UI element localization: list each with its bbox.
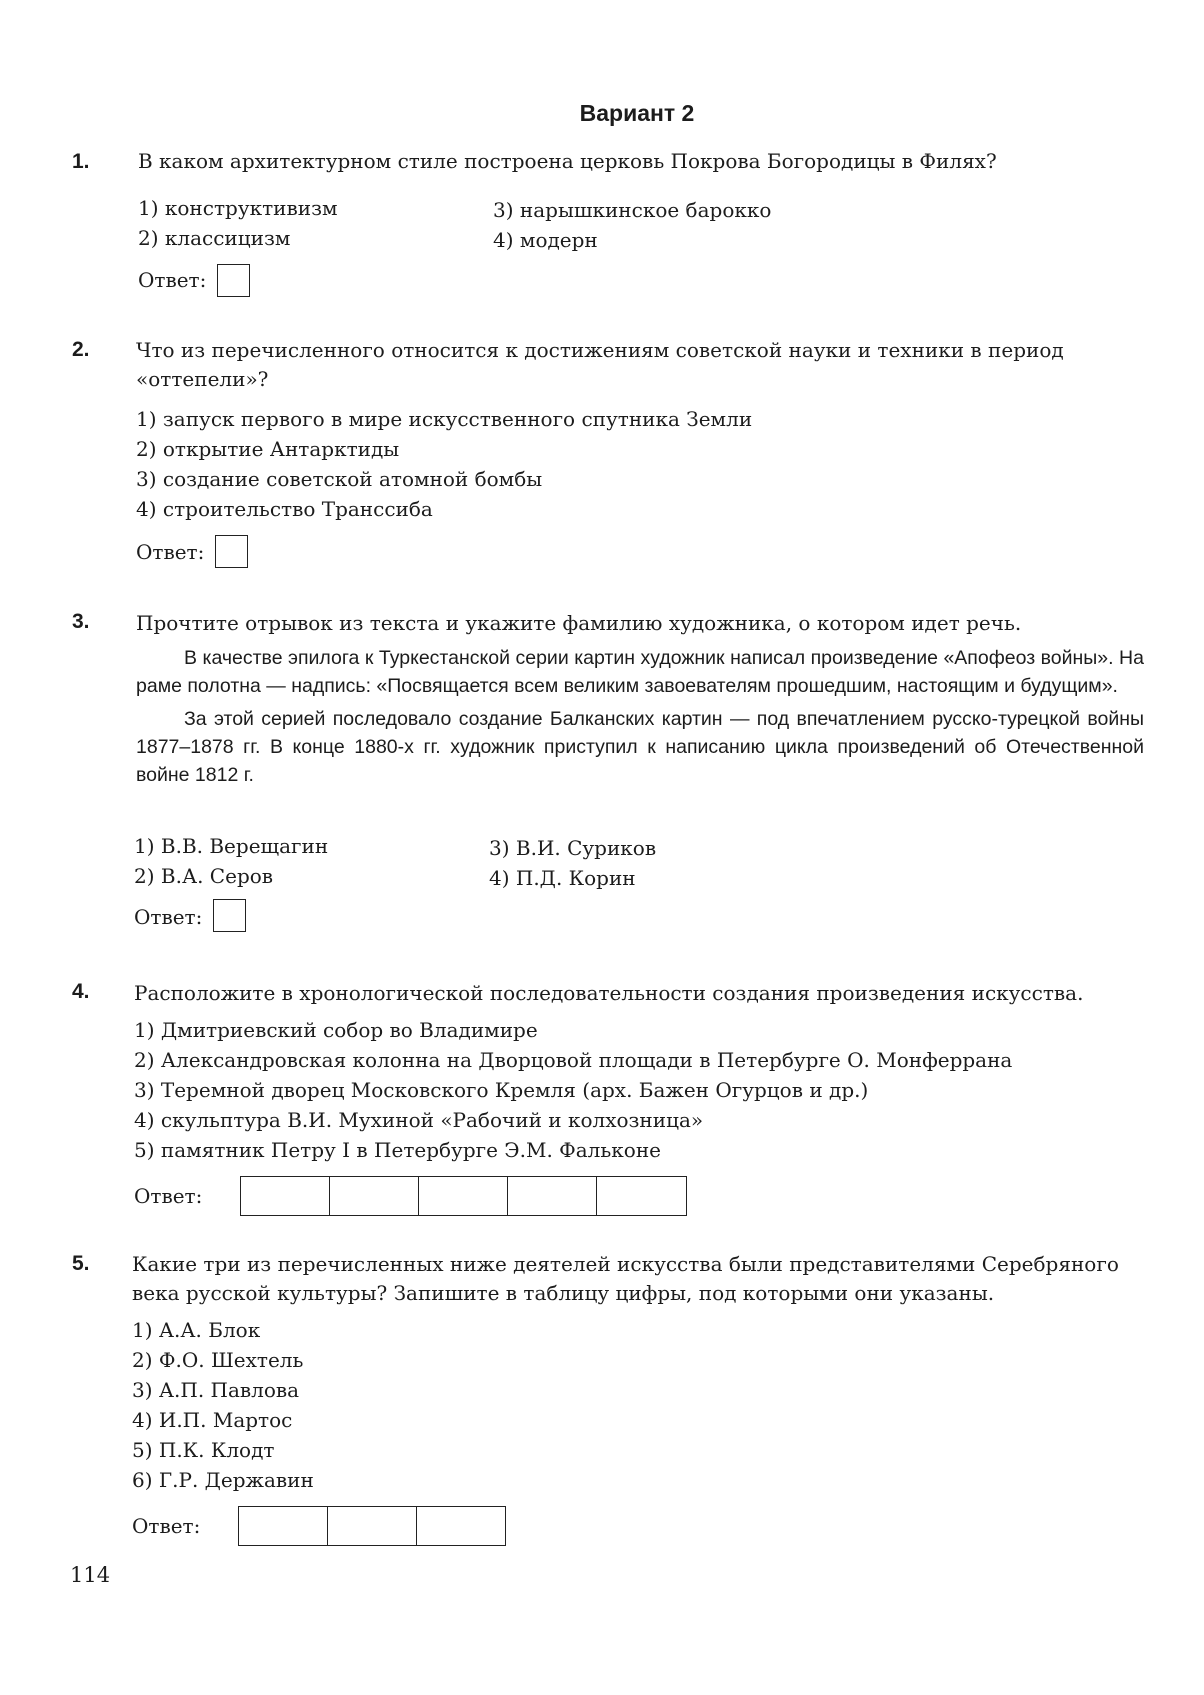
q5-option-1: 1) А.А. Блок [132, 1318, 261, 1342]
question-1-text: В каком архитектурном стиле построена церковь Покрова Богородицы в Филях? [138, 149, 997, 173]
question-1-number: 1. [72, 150, 90, 173]
q4-answer-cell[interactable] [419, 1177, 508, 1215]
q4-answer-cell[interactable] [508, 1177, 597, 1215]
q3-passage [136, 644, 1144, 789]
q4-answer-label: Ответ: [134, 1184, 203, 1208]
question-5-number: 5. [72, 1252, 90, 1275]
page-number: 114 [70, 1563, 111, 1587]
q5-option-6: 6) Г.Р. Державин [132, 1468, 314, 1492]
q2-answer-label: Ответ: [136, 540, 205, 564]
q4-option-3: 3) Теремной дворец Московского Кремля (арх. Бажен Огурцов и др.) [134, 1078, 869, 1102]
question-2-number: 2. [72, 338, 90, 361]
q2-answer-box[interactable] [215, 535, 248, 568]
q5-answer-cell[interactable] [328, 1507, 417, 1545]
question-2-text: Что из перечисленного относится к достижениям советской науки и техники в период «оттепели»? [136, 338, 1064, 391]
variant-title: Вариант 2 [579, 100, 695, 126]
q4-option-4: 4) скульптура В.И. Мухиной «Рабочий и колхозница» [134, 1108, 704, 1132]
q3-option-1[interactable]: 1) В.В. Верещагин [134, 834, 329, 858]
q1-option-3[interactable]: 3) нарышкинское барокко [493, 198, 772, 222]
q5-answer-label: Ответ: [132, 1514, 201, 1538]
question-3-number: 3. [72, 610, 90, 633]
q4-option-2: 2) Александровская колонна на Дворцовой площади в Петербурге О. Монферрана [134, 1048, 1013, 1072]
q2-option-4[interactable]: 4) строительство Транссиба [136, 497, 433, 521]
question-3-text: Прочтите отрывок из текста и укажите фамилию художника, о котором идет речь. [136, 611, 1022, 635]
q3-answer-box[interactable] [213, 899, 246, 932]
q1-answer-label: Ответ: [138, 268, 207, 292]
q4-answer-cell[interactable] [597, 1177, 686, 1215]
q3-option-2[interactable]: 2) В.А. Серов [134, 864, 274, 888]
q4-answer-grid [240, 1176, 687, 1216]
q1-option-4[interactable]: 4) модерн [493, 228, 598, 252]
q3-passage-paragraph-1: В качестве эпилога к Туркестанской серии картин художник написал произведение «Апофеоз войны». На раме полотна — надпись: «Посвящается всем великим завоевателям прошедшим, настоящим и будущим». [136, 647, 1144, 697]
q5-answer-grid [238, 1506, 506, 1546]
q4-answer-cell[interactable] [241, 1177, 330, 1215]
q5-answer-cell[interactable] [417, 1507, 505, 1545]
q2-option-3[interactable]: 3) создание советской атомной бомбы [136, 467, 543, 491]
q4-answer-cell[interactable] [330, 1177, 419, 1215]
q3-answer-label: Ответ: [134, 905, 203, 929]
question-5-text: Какие три из перечисленных ниже деятелей искусства были представителями Серебряного века русской культуры? Запишите в таблицу цифры, под которыми они указаны. [132, 1252, 1119, 1305]
q5-option-2: 2) Ф.О. Шехтель [132, 1348, 304, 1372]
q4-option-5: 5) памятник Петру I в Петербурге Э.М. Фальконе [134, 1138, 661, 1162]
q5-answer-cell[interactable] [239, 1507, 328, 1545]
q3-option-3[interactable]: 3) В.И. Суриков [489, 836, 657, 860]
q3-passage-paragraph-2: За этой серией последовало создание Балканских картин — под впечатлением русско-турецкой войны 1877–1878 гг. В конце 1880-х гг. художник приступил к написанию цикла произведений об Отечественной войне 1812 г. [136, 708, 1144, 786]
q5-option-3: 3) А.П. Павлова [132, 1378, 300, 1402]
q1-answer-box[interactable] [217, 264, 250, 297]
question-4-number: 4. [72, 980, 90, 1003]
q1-option-2[interactable]: 2) классицизм [138, 226, 291, 250]
q4-option-1: 1) Дмитриевский собор во Владимире [134, 1018, 538, 1042]
question-4-text: Расположите в хронологической последовательности создания произведения искусства. [134, 981, 1084, 1005]
q2-option-1[interactable]: 1) запуск первого в мире искусственного спутника Земли [136, 407, 753, 431]
q1-option-1[interactable]: 1) конструктивизм [138, 196, 338, 220]
q5-option-5: 5) П.К. Клодт [132, 1438, 275, 1462]
q2-option-2[interactable]: 2) открытие Антарктиды [136, 437, 400, 461]
q5-option-4: 4) И.П. Мартос [132, 1408, 293, 1432]
q3-option-4[interactable]: 4) П.Д. Корин [489, 866, 636, 890]
